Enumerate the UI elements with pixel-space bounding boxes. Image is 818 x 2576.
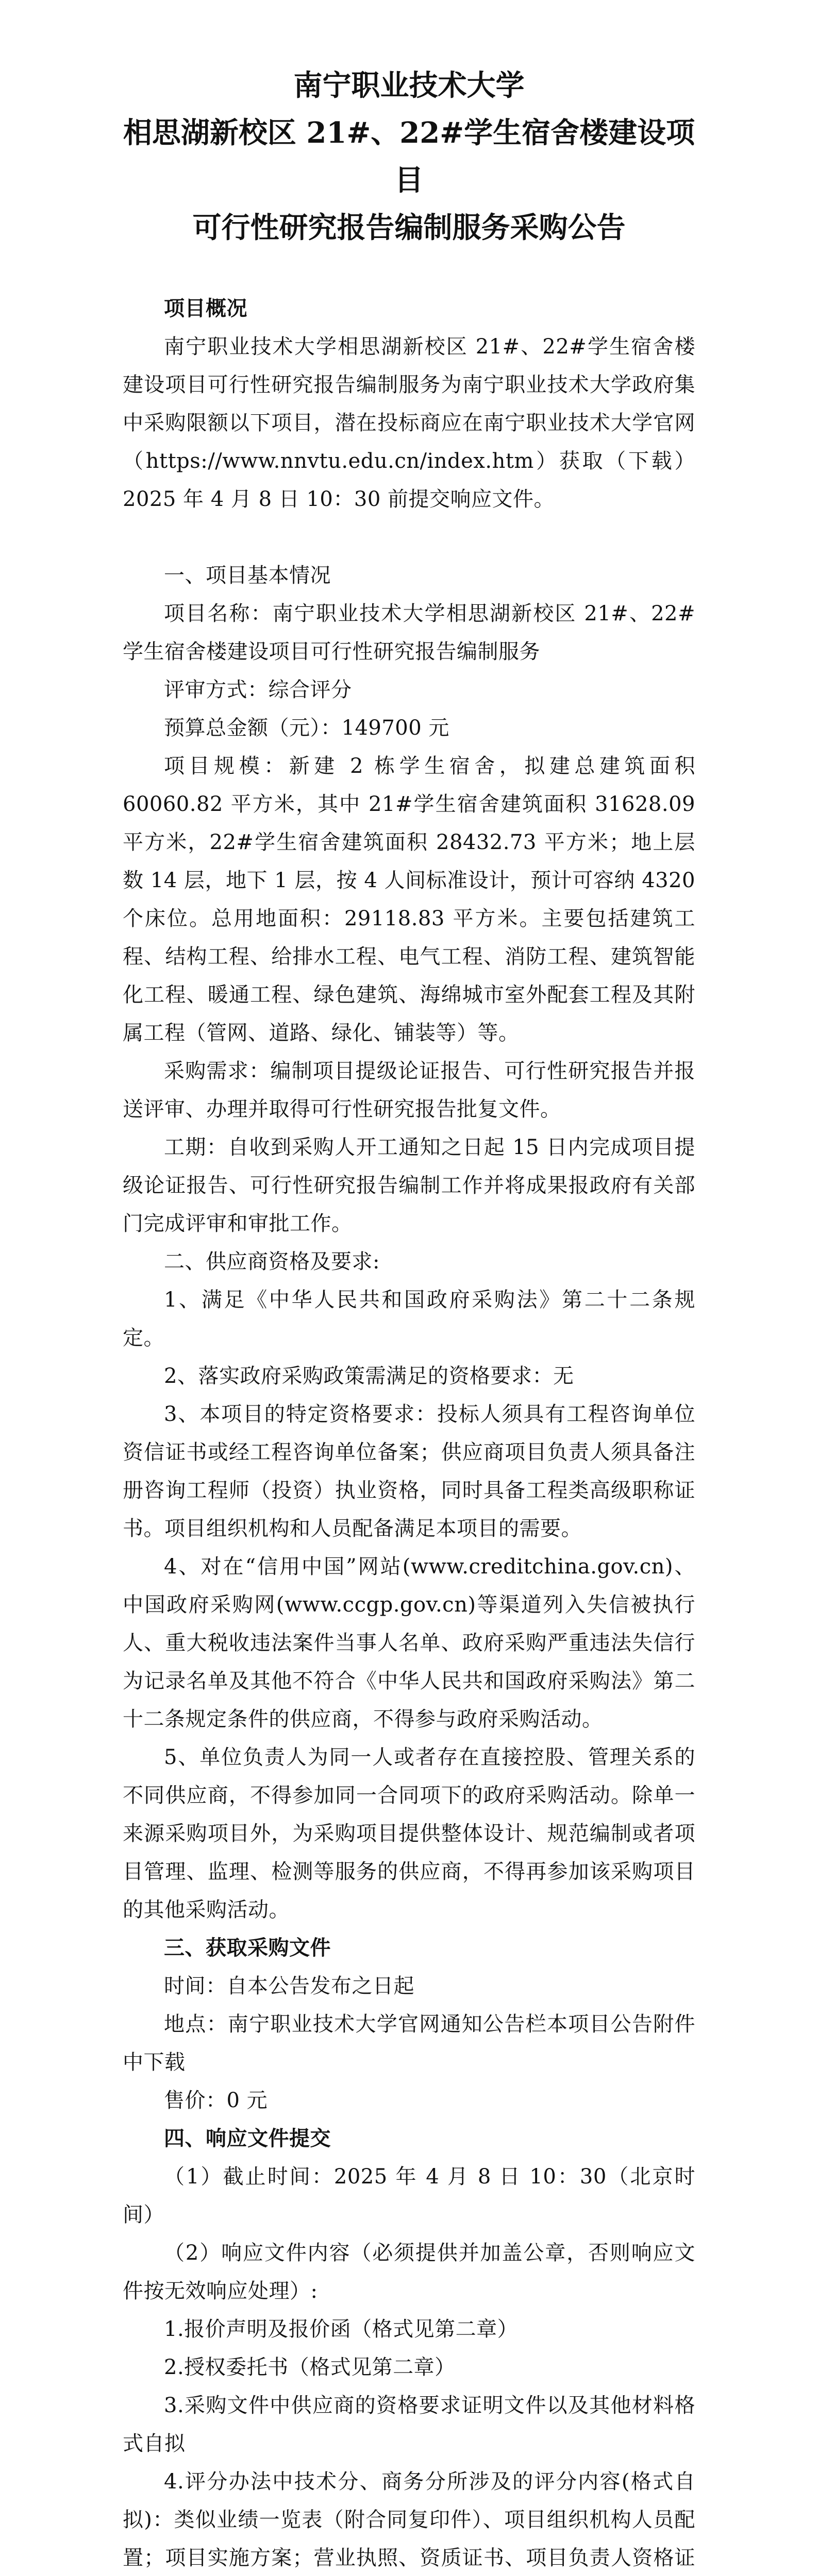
qualification-item-4: 4、对在“信用中国”网站(www.creditchina.gov.cn)、中国政府采购网(www.ccgp.gov.cn)等渠道列入失信被执行人、重大税收违法案件当事人名单、政府采购严重违法失信行为记录名单及其他不符合《中华人民共和国政府采购法》第二十二条规定条件的供应商，不得参与政府采购活动。 — [123, 1555, 695, 1731]
title-line-3: 可行性研究报告编制服务采购公告 — [192, 211, 626, 245]
overview-text: 南宁职业技术大学相思湖新校区 21#、22#学生宿舍楼建设项目可行性研究报告编制服务为南宁职业技术大学政府集中采购限额以下项目，潜在投标商应在南宁职业技术大学官网（https://www.nnvtu.edu.cn/index.htm）获取（下载） 2025 年 4 月 8 日 10：30 前提交响应文件。 — [123, 335, 695, 511]
qualification-item-2: 2、落实政府采购政策需满足的资格要求：无 — [164, 1364, 574, 1388]
response-item-2: 2.授权委托书（格式见第二章） — [164, 2355, 456, 2379]
section-3-heading: 三、获取采购文件 — [164, 1936, 331, 1960]
spacer — [123, 518, 695, 556]
section-2-heading: 二、供应商资格及要求: — [164, 1250, 380, 1274]
project-scale: 项目规模：新建 2 栋学生宿舍，拟建总建筑面积 60060.82 平方米，其中 21#学生宿舍建筑面积 31628.09 平方米，22#学生宿舍建筑面积 28432.73 平方米；地上层数 14 层，地下 1 层，按 4 人间标准设计，预计可容纳 4320 个床位。总用地面积：29118.83 平方米。主要包括建筑工程、结构工程、给排水工程、电气工程、消防工程、建筑智能化工程、暖通工程、绿色建筑、海绵城市室外配套工程及其附属工程（管网、道路、绿化、铺装等）等。 — [123, 754, 695, 1045]
title-line-2: 相思湖新校区 21#、22#学生宿舍楼建设项目 — [123, 116, 695, 197]
submission-deadline: （1）截止时间：2025 年 4 月 8 日 10：30（北京时间） — [123, 2165, 695, 2227]
title-line-1: 南宁职业技术大学 — [293, 69, 525, 103]
overview-heading: 项目概况 — [164, 296, 247, 320]
procurement-demand: 采购需求：编制项目提级论证报告、可行性研究报告并报送评审、办理并取得可行性研究报告批复文件。 — [123, 1059, 695, 1121]
budget-amount: 预算总金额（元）：149700 元 — [164, 716, 449, 740]
response-item-1: 1.报价声明及报价函（格式见第二章） — [164, 2317, 519, 2341]
title-block — [123, 62, 695, 251]
work-period: 工期：自收到采购人开工通知之日起 15 日内完成项目提级论证报告、可行性研究报告编制工作并将成果报政府有关部门完成评审和审批工作。 — [123, 1136, 695, 1235]
section-4-heading: 四、响应文件提交 — [164, 2126, 331, 2150]
project-name: 项目名称：南宁职业技术大学相思湖新校区 21#、22#学生宿舍楼建设项目可行性研究报告编制服务 — [123, 602, 695, 664]
review-method: 评审方式：综合评分 — [164, 678, 352, 702]
acquire-time: 时间：自本公告发布之日起 — [164, 1974, 414, 1998]
qualification-item-1: 1、满足《中华人民共和国政府采购法》第二十二条规定。 — [123, 1288, 695, 1350]
qualification-item-5: 5、单位负责人为同一人或者存在直接控股、管理关系的不同供应商，不得参加同一合同项下的政府采购活动。除单一来源采购项目外，为采购项目提供整体设计、规范编制或者项目管理、监理、检测等服务的供应商，不得再参加该采购项目的其他采购活动。 — [123, 1745, 695, 1922]
acquire-place: 地点：南宁职业技术大学官网通知公告栏本项目公告附件中下载 — [123, 2012, 695, 2074]
document-price: 售价：0 元 — [164, 2089, 268, 2112]
response-content: （2）响应文件内容（必须提供并加盖公章，否则响应文件按无效响应处理）: — [123, 2241, 695, 2303]
announcement-body — [123, 290, 695, 2576]
response-item-4: 4.评分办法中技术分、商务分所涉及的评分内容(格式自拟)：类似业绩一览表（附合同复印件）、项目组织机构人员配置；项目实施方案；营业执照、资质证书、项目负责人资格证 — [123, 2470, 695, 2570]
response-item-3: 3.采购文件中供应商的资格要求证明文件以及其他材料格式自拟 — [123, 2394, 695, 2455]
section-1-heading: 一、项目基本情况 — [164, 564, 331, 587]
qualification-item-3: 3、本项目的特定资格要求：投标人须具有工程咨询单位资信证书或经工程咨询单位备案；供应商项目负责人须具备注册咨询工程师（投资）执业资格，同时具备工程类高级职称证书。项目组织机构和人员配备满足本项目的需要。 — [123, 1402, 695, 1540]
